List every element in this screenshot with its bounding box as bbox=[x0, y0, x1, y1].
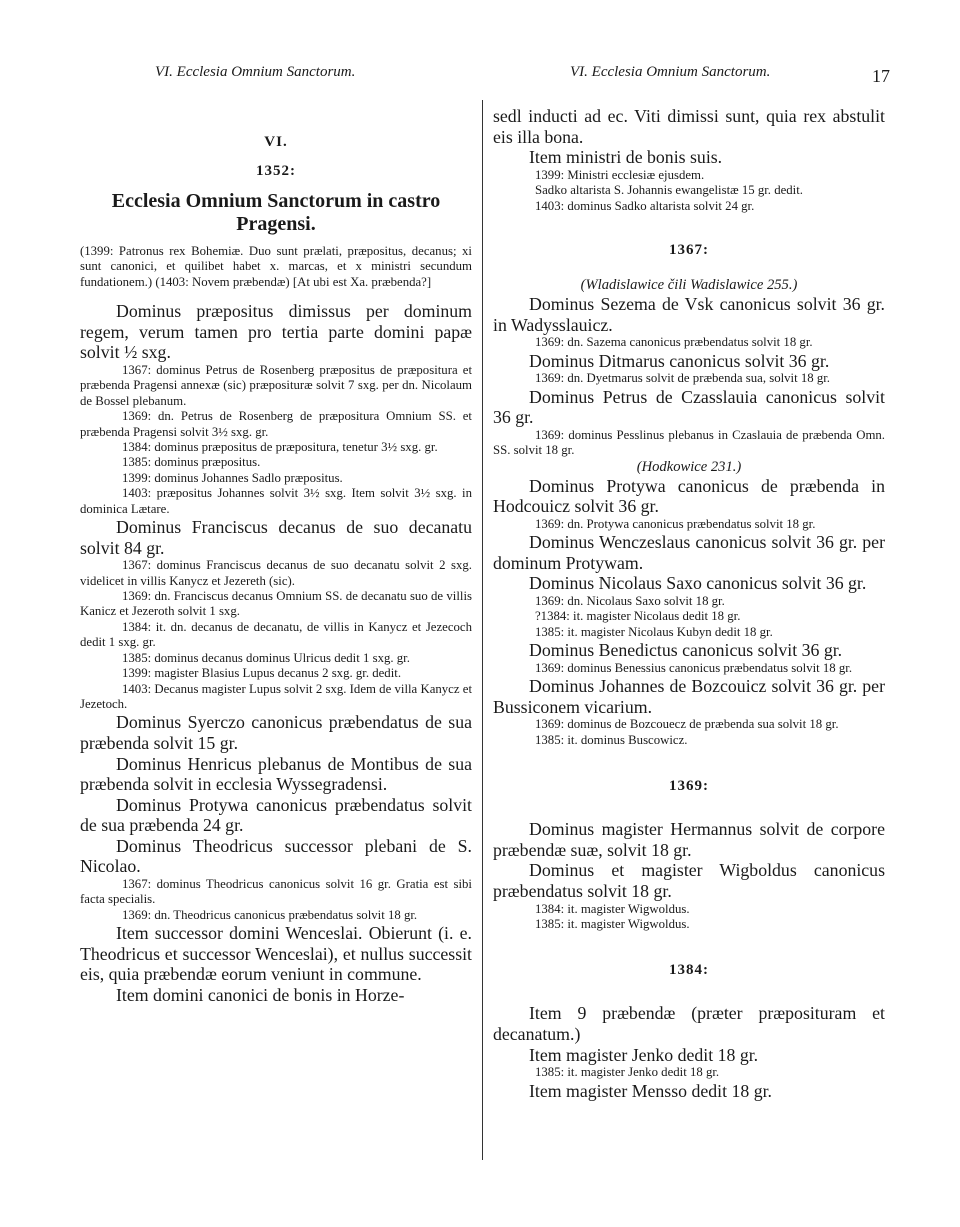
note-line: 1369: dn. Theodricus canonicus præbendatus solvit 18 gr. bbox=[122, 907, 418, 922]
note-line: 1403: dominus Sadko altarista solvit 24 gr. bbox=[535, 198, 755, 213]
entry-text: Item successor domini Wenceslai. Obierunt (i. e. Theodricus et successor Wenceslai), et nullus successit eis, quia præbendæ eorum veniunt in commune. bbox=[80, 923, 472, 985]
note-line: 1384: it. dn. decanus de decanatu, de villis in Kanycz et Jezecoch dedit 1 sxg. gr. bbox=[80, 619, 472, 650]
note-line: 1369: dn. Protywa canonicus præbendatus solvit 18 gr. bbox=[535, 516, 816, 531]
entry-text: Dominus Johannes de Bozcouicz solvit 36 gr. per Bussiconem vicarium. bbox=[493, 676, 885, 717]
note-line: 1384: dominus præpositus de præpositura, tenetur 3½ sxg. gr. bbox=[122, 440, 438, 455]
entry-text: Dominus Ditmarus canonicus solvit 36 gr. bbox=[529, 350, 830, 371]
section-title: Ecclesia Omnium Sanctorum in castro Pragensi. bbox=[111, 190, 441, 235]
note-line: 1399: Ministri ecclesiæ ejusdem. bbox=[535, 167, 705, 182]
page-number: 17 bbox=[872, 66, 890, 86]
running-head-left: VI. Ecclesia Omnium Sanctorum. bbox=[155, 64, 356, 80]
entry-text: Dominus Wenczeslaus canonicus solvit 36 gr. per dominum Protywam. bbox=[493, 532, 885, 573]
footnote: (1399: Patronus rex Bohemiæ. Duo sunt prælati, præpositus, decanus; xi sunt canonici, et quilibet habet x. marcas, et x ministri secundum fundationem.) (1403: Novem præbendæ) [At ubi est Xa. præbenda?] bbox=[80, 244, 472, 289]
note-line: 1369: dn. Petrus de Rosenberg de præpositura Omnium SS. et præbenda Pragensi solvit 3½ sxg. gr. bbox=[80, 409, 472, 439]
entry-text: Item magister Mensso dedit 18 gr. bbox=[529, 1080, 772, 1101]
entry-text: sedl inducti ad ec. Viti dimissi sunt, quia rex abstulit eis illa bona. bbox=[493, 106, 885, 147]
right-column bbox=[493, 96, 885, 1101]
entry-text: Dominus Protywa canonicus præbendatus solvit de sua præbenda 24 gr. bbox=[80, 794, 472, 836]
entry-text: Dominus Theodricus successor plebani de S. Nicolao. bbox=[80, 835, 472, 877]
entry-text: Dominus Petrus de Czasslauia canonicus solvit 36 gr. bbox=[493, 386, 885, 428]
note-line: ?1384: it. magister Nicolaus dedit 18 gr. bbox=[535, 609, 741, 624]
entry-text: Dominus Protywa canonicus de præbenda in Hodcouicz solvit 36 gr. bbox=[493, 475, 885, 517]
entry-text: Dominus Sezema de Vsk canonicus solvit 36 gr. in Wadysslauicz. bbox=[493, 294, 885, 335]
note-line: 1384: it. magister Wigwoldus. bbox=[535, 901, 690, 916]
year-heading: 1384: bbox=[669, 962, 709, 979]
entry-text: Dominus Henricus plebanus de Montibus de sua præbenda solvit in ecclesia Wyssegradensi. bbox=[80, 753, 472, 795]
entry-text: Item magister Jenko dedit 18 gr. bbox=[529, 1044, 759, 1065]
entry-text: Dominus Nicolaus Saxo canonicus solvit 36 gr. bbox=[529, 573, 867, 594]
entry-text: Dominus et magister Wigboldus canonicus præbendatus solvit 18 gr. bbox=[493, 860, 885, 901]
entry-text: Item domini canonici de bonis in Horze- bbox=[116, 985, 405, 1006]
entry-text: Item 9 præbendæ (præter præposituram et decanatum.) bbox=[493, 1003, 885, 1044]
year-heading: 1369: bbox=[669, 778, 709, 795]
entry-text: Dominus Syerczo canonicus præbendatus de sua præbenda solvit 15 gr. bbox=[80, 712, 472, 753]
note-line: 1369: dn. Sazema canonicus præbendatus solvit 18 gr. bbox=[535, 335, 813, 350]
section-number: VI. bbox=[264, 134, 288, 150]
note-line: 1367: dominus Theodricus canonicus solvit 16 gr. Gratia est sibi facta specialis. bbox=[80, 877, 472, 907]
entry-text: Dominus præpositus dimissus per dominum regem, verum tamen pro tertia parte domini papæ solvit ½ sxg. bbox=[80, 301, 472, 363]
note-line: 1399: magister Blasius Lupus decanus 2 sxg. gr. dedit. bbox=[122, 666, 402, 681]
note-line: 1385: it. magister Nicolaus Kubyn dedit 18 gr. bbox=[535, 624, 773, 639]
entry-text: Item ministri de bonis suis. bbox=[529, 147, 723, 168]
note-line: 1369: dn. Dyetmarus solvit de præbenda sua, solvit 18 gr. bbox=[535, 371, 831, 386]
note-line: 1403: Decanus magister Lupus solvit 2 sxg. Idem de villa Kanycz et Jezetoch. bbox=[80, 681, 472, 711]
note-line: 1369: dominus Benessius canonicus præbendatus solvit 18 gr. bbox=[535, 660, 853, 675]
note-line: Sadko altarista S. Johannis ewangelistæ 15 gr. dedit. bbox=[535, 183, 803, 198]
note-line: 1385: dominus præpositus. bbox=[122, 455, 261, 470]
section-year: 1352: bbox=[256, 163, 296, 179]
left-column bbox=[80, 96, 472, 1006]
note-line: 1385: it. magister Wigwoldus. bbox=[535, 916, 690, 931]
note-line: 1369: dn. Franciscus decanus Omnium SS. de decanatu suo de villis Kanicz et Jezeroth solvit 1 sxg. bbox=[80, 589, 472, 619]
note-line: 1385: it. dominus Buscowicz. bbox=[535, 732, 688, 747]
note-line: 1399: dominus Johannes Sadlo præpositus. bbox=[122, 470, 343, 485]
note-line: 1367: dominus Franciscus decanus de suo decanatu solvit 2 sxg. videlicet in villis Kanycz et Jezereth (sic). bbox=[80, 558, 472, 588]
entry-text: Dominus Benedictus canonicus solvit 36 gr. bbox=[529, 640, 843, 661]
note-line: 1369: dominus de Bozcouecz de præbenda sua solvit 18 gr. bbox=[535, 717, 839, 732]
note-line: 1403: præpositus Johannes solvit 3½ sxg. Item solvit 3½ sxg. in dominica Lætare. bbox=[80, 486, 472, 516]
year-heading: 1367: bbox=[669, 242, 709, 258]
entry-text: Dominus Franciscus decanus de suo decanatu solvit 84 gr. bbox=[80, 517, 472, 558]
entry-text: Dominus magister Hermannus solvit de corpore præbendæ suæ, solvit 18 gr. bbox=[493, 819, 885, 860]
note-line: 1369: dn. Nicolaus Saxo solvit 18 gr. bbox=[535, 593, 725, 608]
note-line: 1369: dominus Pesslinus plebanus in Czaslauia de præbenda Omn. SS. solvit 18 gr. bbox=[493, 427, 885, 458]
place-note: (Hodkowice 231.) bbox=[636, 458, 742, 475]
note-line: 1367: dominus Petrus de Rosenberg præpositus de præpositura et præbenda Pragensi annexæ (sic) præposituræ solvit 7 sxg. per dn. Nicolaum de Bossel plebanum. bbox=[80, 363, 472, 408]
note-line: 1385: dominus decanus dominus Ulricus dedit 1 sxg. gr. bbox=[122, 650, 410, 665]
running-head-right: VI. Ecclesia Omnium Sanctorum. bbox=[570, 64, 771, 80]
note-line: 1385: it. magister Jenko dedit 18 gr. bbox=[535, 1065, 720, 1080]
column-divider bbox=[482, 100, 483, 1160]
place-note: (Wladislawice čili Wadislawice 255.) bbox=[580, 277, 798, 293]
